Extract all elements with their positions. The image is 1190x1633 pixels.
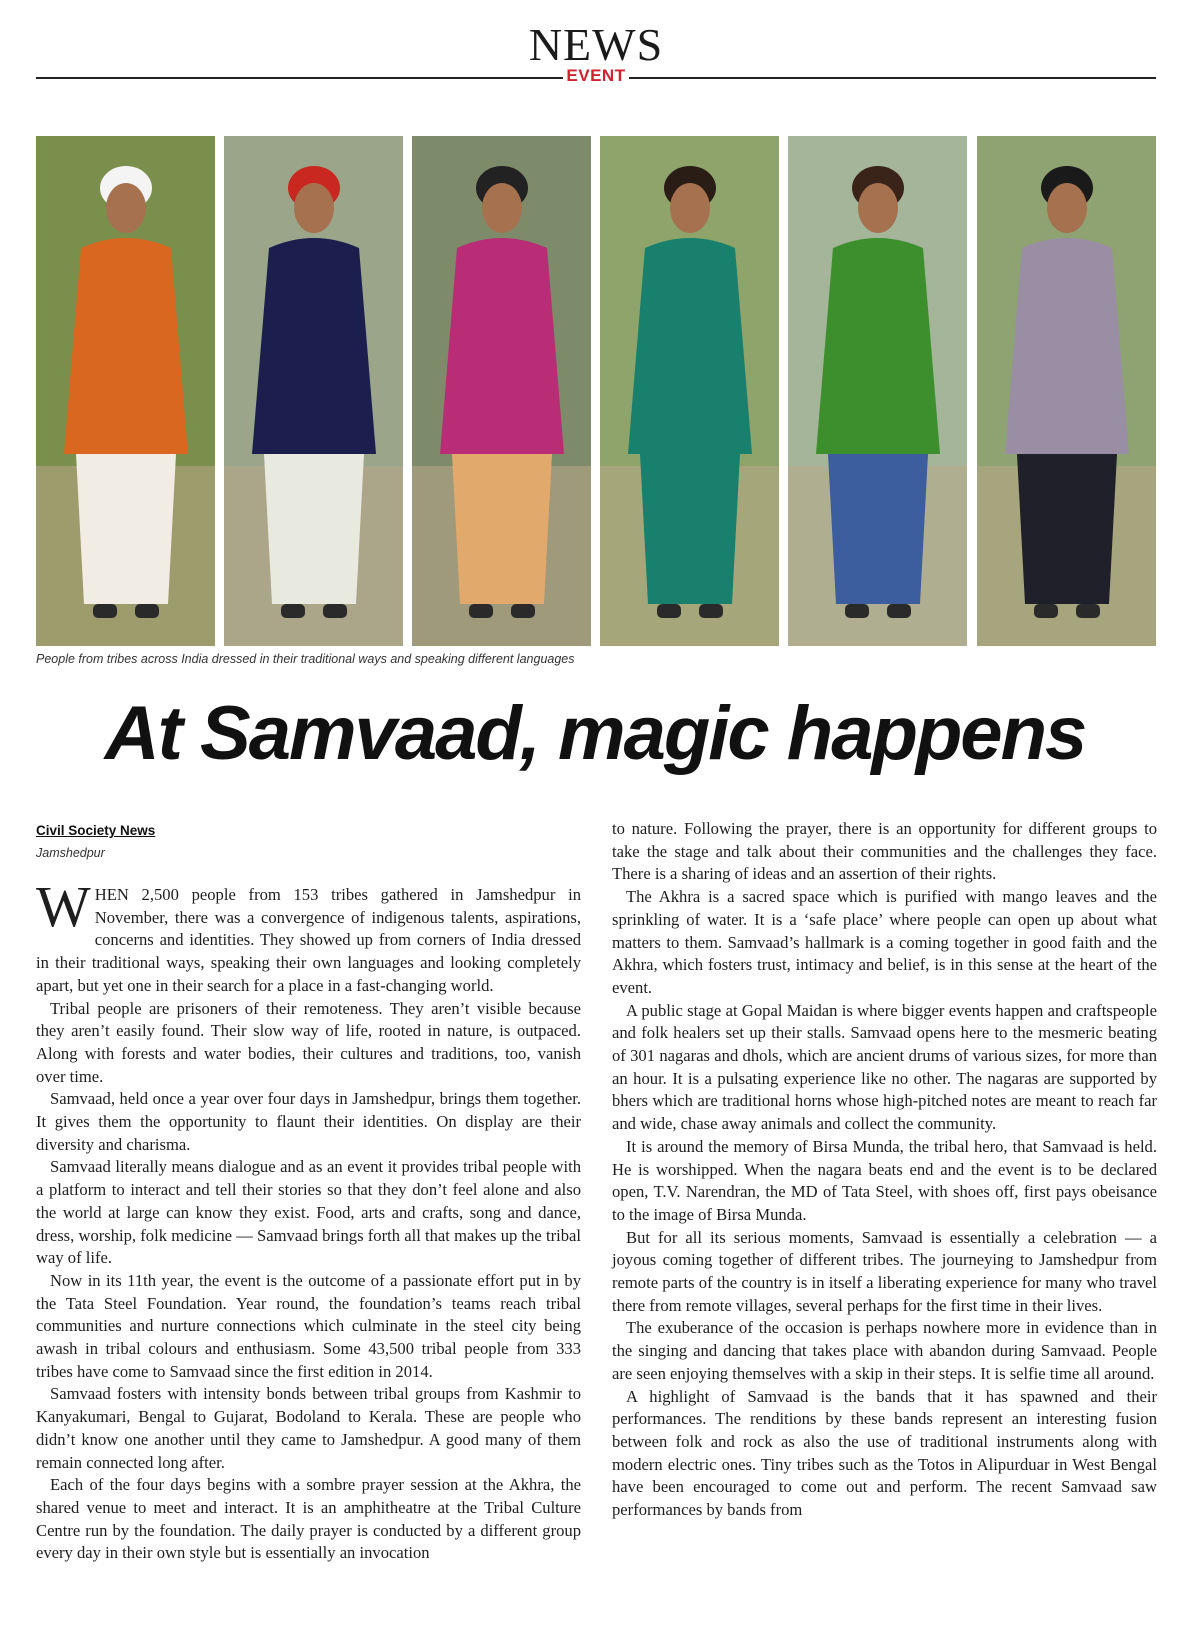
person-orange-kurta-icon bbox=[36, 136, 215, 646]
headline: At Samvaad, magic happens bbox=[104, 691, 1086, 776]
byline[interactable]: Civil Society News bbox=[36, 823, 156, 838]
article-column-2 bbox=[612, 818, 1157, 1522]
article-paragraph: Samvaad fosters with intensity bonds between tribal groups from Kashmir to Kanyakumari, Bengal to Gujarat, Bodoland to Kerala. These are people who didn’t know one another until they came to Jamshedpur. A good many of them remain connected long after. bbox=[36, 1384, 581, 1472]
article-paragraph: Tribal people are prisoners of their remoteness. They aren’t visible because they aren’t easily found. Their slow way of life, rooted in nature, is outpaced. Along with forests and water bodies, their cultures and traditions, too, vanish over time. bbox=[36, 998, 581, 1086]
person-embroidered-dress-icon bbox=[224, 136, 403, 646]
article-paragraph: Each of the four days begins with a sombre prayer session at the Akhra, the shared venue to meet and interact. It is an amphitheatre at the Tribal Culture Centre run by the foundation. The daily prayer is conducted by a different group every day in their own style but is essentially an invocation bbox=[36, 1475, 581, 1563]
article-paragraph: Samvaad literally means dialogue and as an event it provides tribal people with a platform to interact and tell their stories so that they don’t feel alone and also the world at large can know they exist. Food, arts and crafts, song and dance, dress, worship, folk medicine — Samvaad brings forth all that makes up the tribal way of life. bbox=[36, 1157, 581, 1268]
section-tag: EVENT bbox=[566, 66, 626, 85]
section-title: NEWS bbox=[528, 19, 664, 70]
article-paragraph: It is around the memory of Birsa Munda, the tribal hero, that Samvaad is held. He is worshipped. When the nagara beats end and the event is to be declared open, T.V. Narendran, the MD of Tata Steel, with shoes off, first pays obeisance to the image of Birsa Munda. bbox=[612, 1136, 1157, 1224]
masthead bbox=[36, 18, 1156, 90]
article-paragraph: to nature. Following the prayer, there is an opportunity for different groups to take the stage and talk about their communities and the challenges they face. There is a sharing of ideas and an assertion of their rights. bbox=[612, 819, 1157, 884]
photo-caption: People from tribes across India dressed in their traditional ways and speaking different languages bbox=[36, 652, 575, 666]
photo-2 bbox=[224, 136, 403, 646]
article-paragraph: Now in its 11th year, the event is the outcome of a passionate effort put in by the Tata Steel Foundation. Year round, the foundation’s teams reach tribal communities and nurture connections which culminate in the steel city being awash in tribal colours and enthusiasm. Some 43,500 tribal people from 333 tribes have come to Samvaad since the first edition in 2014. bbox=[36, 1270, 581, 1381]
photo-strip bbox=[36, 136, 1156, 646]
article-paragraph: Samvaad, held once a year over four days in Jamshedpur, brings them together. It gives them the opportunity to flaunt their identities. On display are their diversity and charisma. bbox=[36, 1089, 581, 1154]
person-green-saree-icon bbox=[600, 136, 779, 646]
article-paragraph: A public stage at Gopal Maidan is where bigger events happen and craftspeople and folk healers set up their stalls. Samvaad opens here to the mesmeric beating of 301 nagaras and dhols, which are ancient drums of various sizes, for more than an hour. It is a pulsating experience like no other. The nagaras are supported by bhers which are traditional horns whose high-pitched notes are meant to reach far and wide, chase away animals and collect the community. bbox=[612, 1000, 1157, 1134]
photo-1 bbox=[36, 136, 215, 646]
person-striped-tunic-icon bbox=[977, 136, 1156, 646]
person-striped-shawl-icon bbox=[412, 136, 591, 646]
article-paragraph: The Akhra is a sacred space which is purified with mango leaves and the sprinkling of water. It is a ‘safe place’ where people can open up about what matters to them. Samvaad’s hallmark is a coming together in good faith and the Akhra, which fosters trust, intimacy and belief, is in this sense at the heart of the event. bbox=[612, 887, 1157, 997]
article-paragraph: WHEN 2,500 people from 153 tribes gathered in Jamshedpur in November, there was a convergence of indigenous talents, aspirations, concerns and identities. They showed up from corners of India dressed in their traditional ways, speaking their own languages and looking completely apart, but yet one in their search for a place in a fast-changing world. bbox=[36, 874, 581, 995]
article-paragraph: The exuberance of the occasion is perhaps nowhere more in evidence than in the singing and dancing that takes place with abandon during Samvaad. People are seen enjoying themselves with a skip in their steps. It is selfie time all around. bbox=[612, 1318, 1157, 1383]
article-paragraph: But for all its serious moments, Samvaad is essentially a celebration — a joyous coming together of different tribes. The journeying to Jamshedpur from remote parts of the country is in itself a liberating experience for many who travel there from remote villages, several perhaps for the first time in their lives. bbox=[612, 1227, 1157, 1315]
article-column-1 bbox=[36, 874, 581, 1565]
photo-6 bbox=[977, 136, 1156, 646]
person-green-shawl-icon bbox=[788, 136, 967, 646]
photo-4 bbox=[600, 136, 779, 646]
article-paragraph: A highlight of Samvaad is the bands that it has spawned and their performances. The renditions by these bands represent an interesting fusion between folk and rock as also the use of traditional instruments along with modern electric ones. Tiny tribes such as the Totos in Alipurduar in West Bengal have been encouraged to come out and perform. The recent Samvaad saw performances by bands from bbox=[612, 1386, 1157, 1520]
photo-5 bbox=[788, 136, 967, 646]
dateline: Jamshedpur bbox=[36, 846, 105, 860]
drop-cap: W bbox=[36, 874, 91, 939]
photo-3 bbox=[412, 136, 591, 646]
